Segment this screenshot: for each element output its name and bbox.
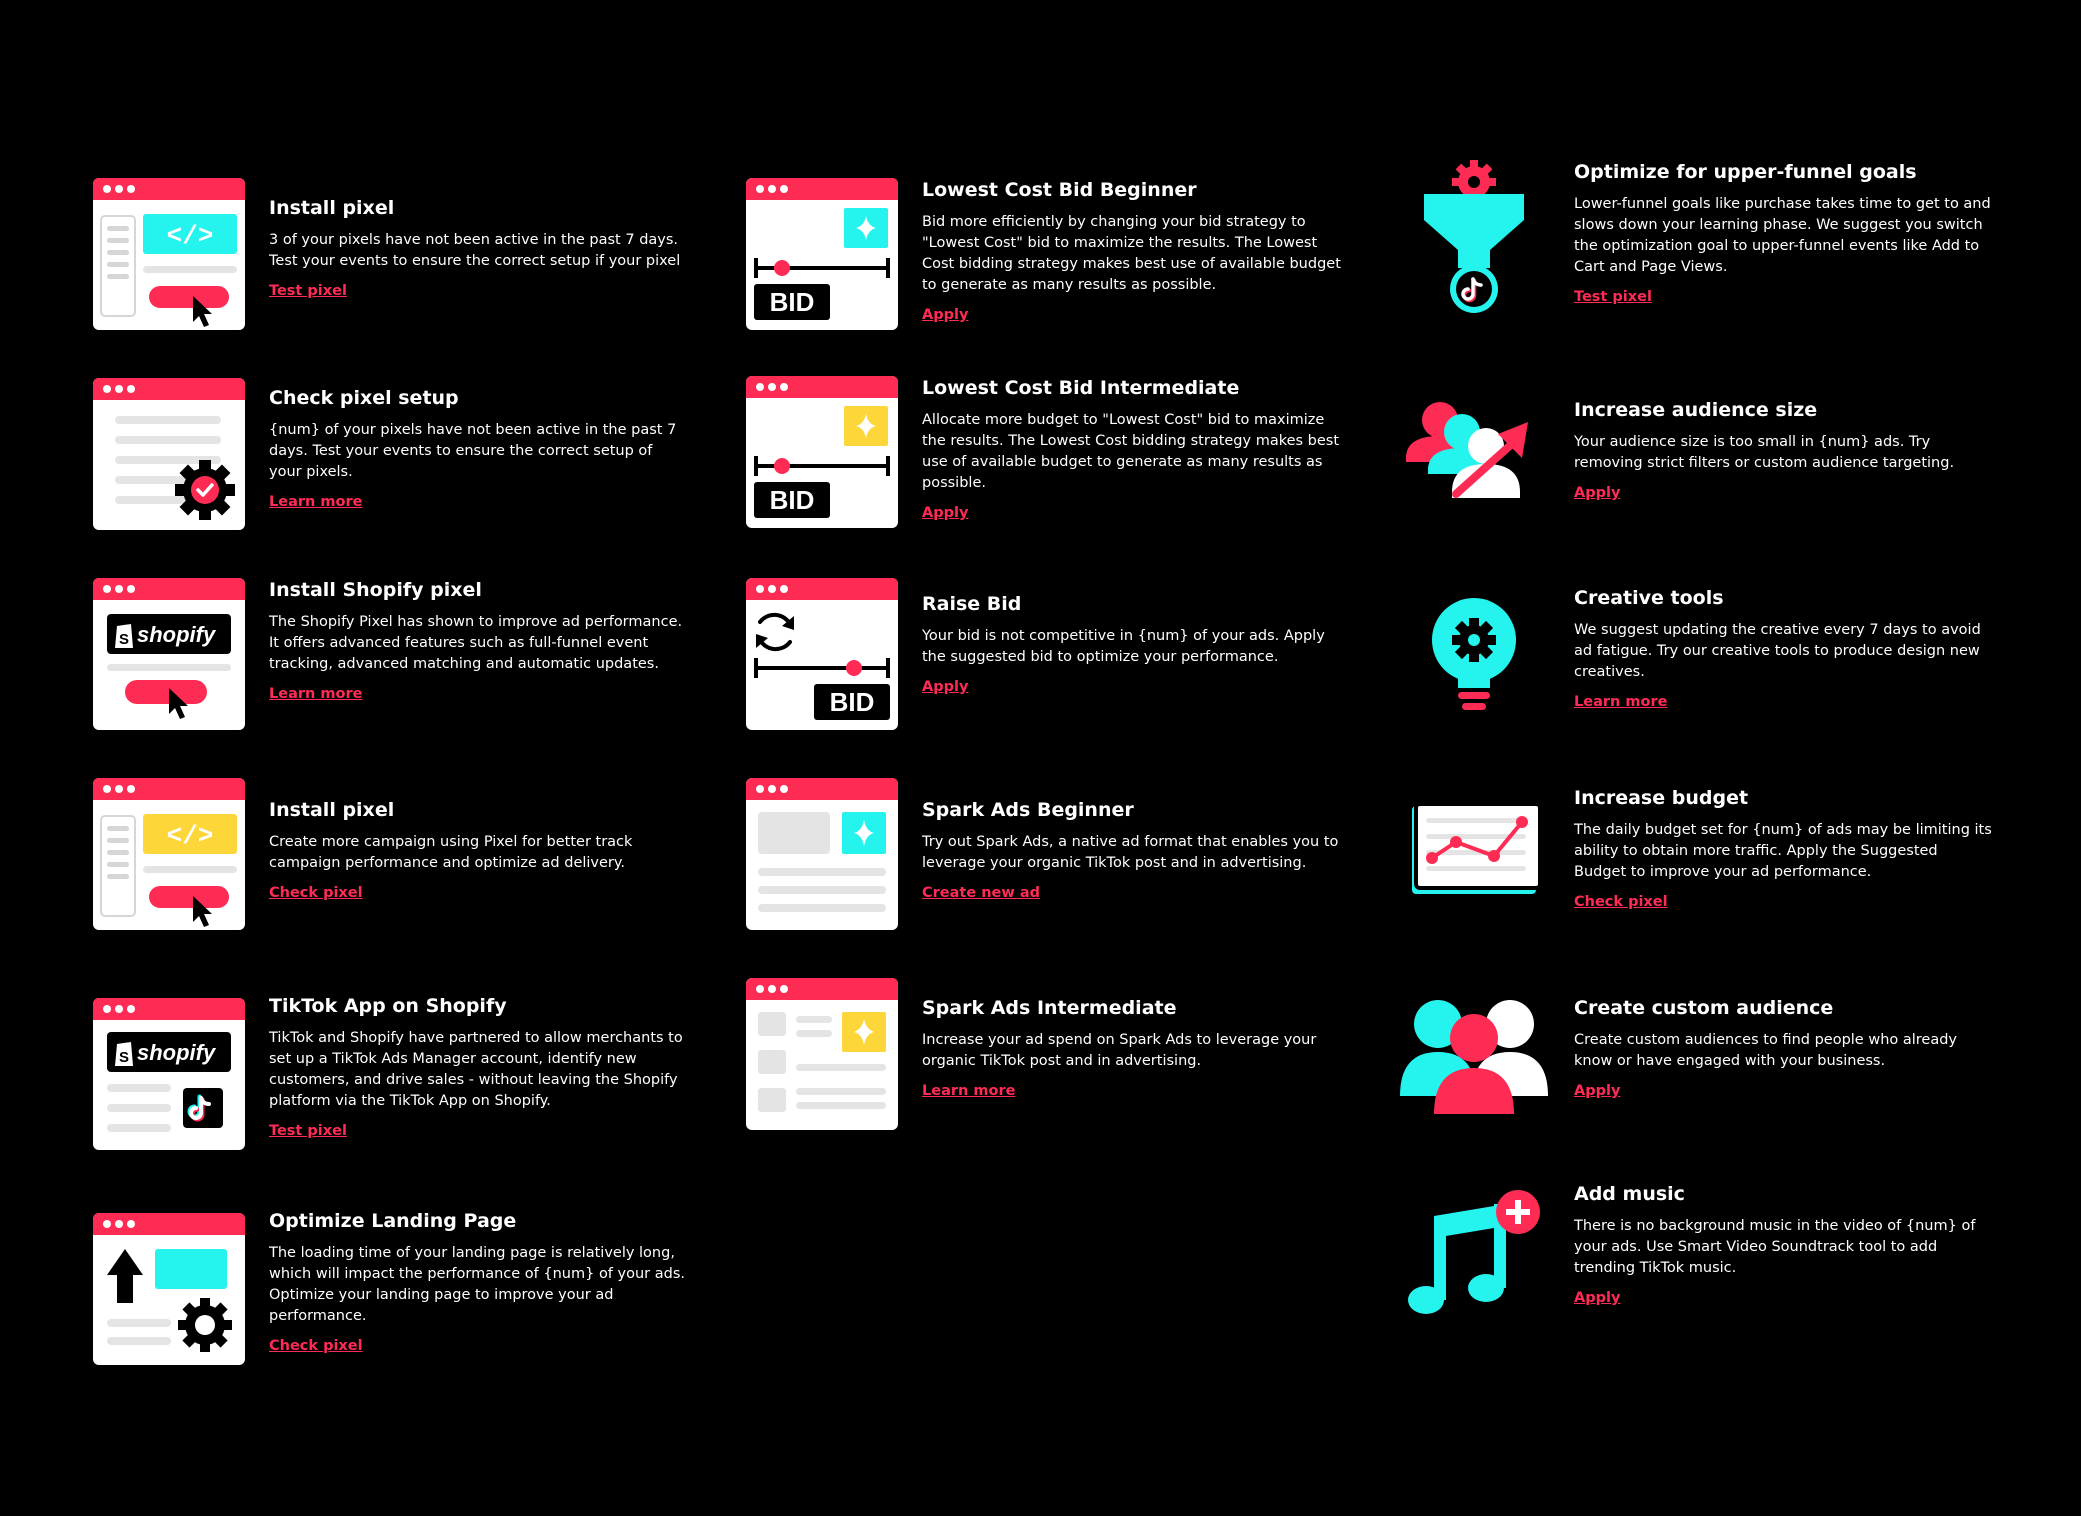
recommendation-card [746, 376, 1346, 528]
card-description: The loading time of your landing page is relatively long, which will impact the performance of {num} of your ads. Optimize your landing page to improve your ad performance. [269, 1245, 685, 1324]
recommendation-card [1398, 586, 2058, 716]
card-text [922, 798, 1342, 901]
card-title: Increase audience size [1574, 399, 1818, 421]
apply-link[interactable]: Apply [922, 679, 969, 695]
card-text [922, 178, 1342, 323]
card-description: Allocate more budget to "Lowest Cost" bid to maximize the results. The Lowest Cost bidding strategy makes best use of available budget to generate as many results as possible. [922, 412, 1340, 491]
apply-link[interactable]: Apply [922, 505, 969, 521]
card-title: Lowest Cost Bid Intermediate [922, 377, 1240, 399]
test-pixel-link[interactable]: Test pixel [269, 1123, 347, 1139]
card-title: Create custom audience [1574, 997, 1834, 1019]
recommendation-card [93, 1210, 693, 1365]
card-text [1574, 398, 1994, 501]
recommendation-card [1398, 1182, 2058, 1322]
card-description: Try out Spark Ads, a native ad format that enables you to leverage your organic TikTok post and in advertising. [922, 834, 1339, 871]
check-pixel-link[interactable]: Check pixel [269, 1338, 363, 1354]
card-text [1574, 996, 1994, 1099]
card-description: The daily budget set for {num} of ads may be limiting its ability to obtain more traffic. Apply the Suggested Budget to improve your ad performance. [1574, 822, 1992, 880]
card-text [269, 994, 689, 1139]
card-title: Creative tools [1574, 587, 1724, 609]
svg-text:shopify: shopify [137, 1040, 216, 1065]
apply-link[interactable]: Apply [1574, 1290, 1621, 1306]
budget-chart-icon [1398, 786, 1550, 938]
card-text [269, 1209, 689, 1354]
svg-text:</>: </> [166, 821, 214, 851]
check-pixel-link[interactable]: Check pixel [1574, 894, 1668, 910]
shopify-pixel-icon [93, 578, 245, 730]
card-title: Optimize for upper-funnel goals [1574, 161, 1917, 183]
card-description: Your bid is not competitive in {num} of your ads. Apply the suggested bid to optimize your performance. [922, 628, 1325, 665]
card-text [1574, 1182, 1994, 1306]
card-text [1574, 586, 1994, 710]
test-pixel-link[interactable]: Test pixel [1574, 289, 1652, 305]
card-title: Increase budget [1574, 787, 1749, 809]
card-description: Create custom audiences to find people who already know or have engaged with your business. [1574, 1032, 1958, 1069]
recommendation-card [93, 378, 693, 530]
spark-ads-list-icon [746, 978, 898, 1130]
svg-text:BID: BID [829, 687, 875, 717]
learn-more-link[interactable]: Learn more [269, 686, 363, 702]
svg-text:S: S [118, 631, 130, 648]
landing-page-icon [93, 1213, 245, 1365]
card-description: The Shopify Pixel has shown to improve ad performance. It offers advanced features such as full-funnel event tracking, advanced matching and automatic updates. [269, 614, 683, 672]
card-description: Lower-funnel goals like purchase takes time to get to and slows down your learning phase. We suggest you switch the optimization goal to upper-funnel events like Add to Cart and Page Views. [1574, 196, 1991, 275]
card-title: Check pixel setup [269, 387, 459, 409]
svg-text:</>: </> [166, 221, 214, 251]
raise-bid-icon [746, 578, 898, 730]
create-new-ad-link[interactable]: Create new ad [922, 885, 1040, 901]
card-description: {num} of your pixels have not been active in the past 7 days. Test your events to ensure the correct setup of your pixels. [269, 422, 677, 480]
recommendation-card [93, 778, 693, 930]
apply-link[interactable]: Apply [1574, 1083, 1621, 1099]
bid-slider-cyan-icon [746, 178, 898, 330]
add-music-icon [1398, 1182, 1550, 1334]
check-pixel-link[interactable]: Check pixel [269, 885, 363, 901]
card-description: Create more campaign using Pixel for better track campaign performance and optimize ad delivery. [269, 834, 633, 871]
card-text [922, 996, 1342, 1099]
shopify-tiktok-app-icon [93, 998, 245, 1150]
audience-growth-icon [1398, 398, 1550, 550]
card-text [1574, 160, 1994, 305]
card-title: Install pixel [269, 197, 395, 219]
custom-audience-icon [1398, 996, 1550, 1148]
svg-text:BID: BID [769, 287, 815, 317]
card-description: We suggest updating the creative every 7 days to avoid ad fatigue. Try our creative tools to produce design new creatives. [1574, 622, 1981, 680]
card-title: Spark Ads Beginner [922, 799, 1134, 821]
funnel-icon [1398, 158, 1550, 310]
recommendation-card [746, 978, 1346, 1130]
card-title: Spark Ads Intermediate [922, 997, 1177, 1019]
recommendation-card [746, 578, 1346, 730]
apply-link[interactable]: Apply [1574, 485, 1621, 501]
card-description: Your audience size is too small in {num} ads. Try removing strict filters or custom audience targeting. [1574, 434, 1955, 471]
recommendation-card [93, 995, 693, 1150]
card-text [269, 386, 689, 510]
recommendation-card [746, 778, 1346, 930]
card-text [1574, 786, 1994, 910]
learn-more-link[interactable]: Learn more [1574, 694, 1668, 710]
svg-text:shopify: shopify [137, 622, 216, 647]
recommendation-card [93, 178, 693, 330]
svg-text:BID: BID [769, 485, 815, 515]
svg-text:S: S [118, 1049, 130, 1066]
test-pixel-link[interactable]: Test pixel [269, 283, 347, 299]
card-description: Increase your ad spend on Spark Ads to leverage your organic TikTok post and in advertising. [922, 1032, 1317, 1069]
card-text [922, 376, 1342, 521]
recommendation-card [1398, 158, 2058, 318]
card-description: 3 of your pixels have not been active in the past 7 days. Test your events to ensure the correct setup if your pixel [269, 232, 681, 269]
card-title: Add music [1574, 1183, 1685, 1205]
card-text [269, 578, 689, 702]
pixel-code-yellow-icon [93, 778, 245, 930]
card-description: Bid more efficiently by changing your bid strategy to "Lowest Cost" bid to maximize the results. The Lowest Cost bidding strategy makes best use of available budget to generate as many results as possible. [922, 214, 1341, 293]
card-text [922, 592, 1342, 695]
card-title: Raise Bid [922, 593, 1022, 615]
recommendation-card [1398, 786, 2058, 916]
recommendation-card [746, 178, 1346, 330]
card-text [269, 196, 689, 299]
card-title: TikTok App on Shopify [269, 995, 507, 1017]
card-text [269, 798, 689, 901]
card-title: Install pixel [269, 799, 395, 821]
card-description: TikTok and Shopify have partnered to allow merchants to set up a TikTok Ads Manager account, identify new customers, and drive sales - without leaving the Shopify platform via the TikTok App on Shopify. [269, 1030, 683, 1109]
learn-more-link[interactable]: Learn more [269, 494, 363, 510]
learn-more-link[interactable]: Learn more [922, 1083, 1016, 1099]
card-description: There is no background music in the video of {num} of your ads. Use Smart Video Soundtrack tool to add trending TikTok music. [1574, 1218, 1976, 1276]
pixel-setup-gear-icon [93, 378, 245, 530]
card-title: Install Shopify pixel [269, 579, 482, 601]
bid-slider-yellow-icon [746, 376, 898, 528]
recommendation-card [1398, 398, 2058, 518]
recommendation-card [1398, 996, 2058, 1126]
apply-link[interactable]: Apply [922, 307, 969, 323]
spark-ads-icon [746, 778, 898, 930]
lightbulb-gear-icon [1398, 586, 1550, 738]
pixel-code-icon [93, 178, 245, 330]
recommendation-card [93, 578, 693, 730]
card-title: Lowest Cost Bid Beginner [922, 179, 1197, 201]
card-title: Optimize Landing Page [269, 1210, 517, 1232]
